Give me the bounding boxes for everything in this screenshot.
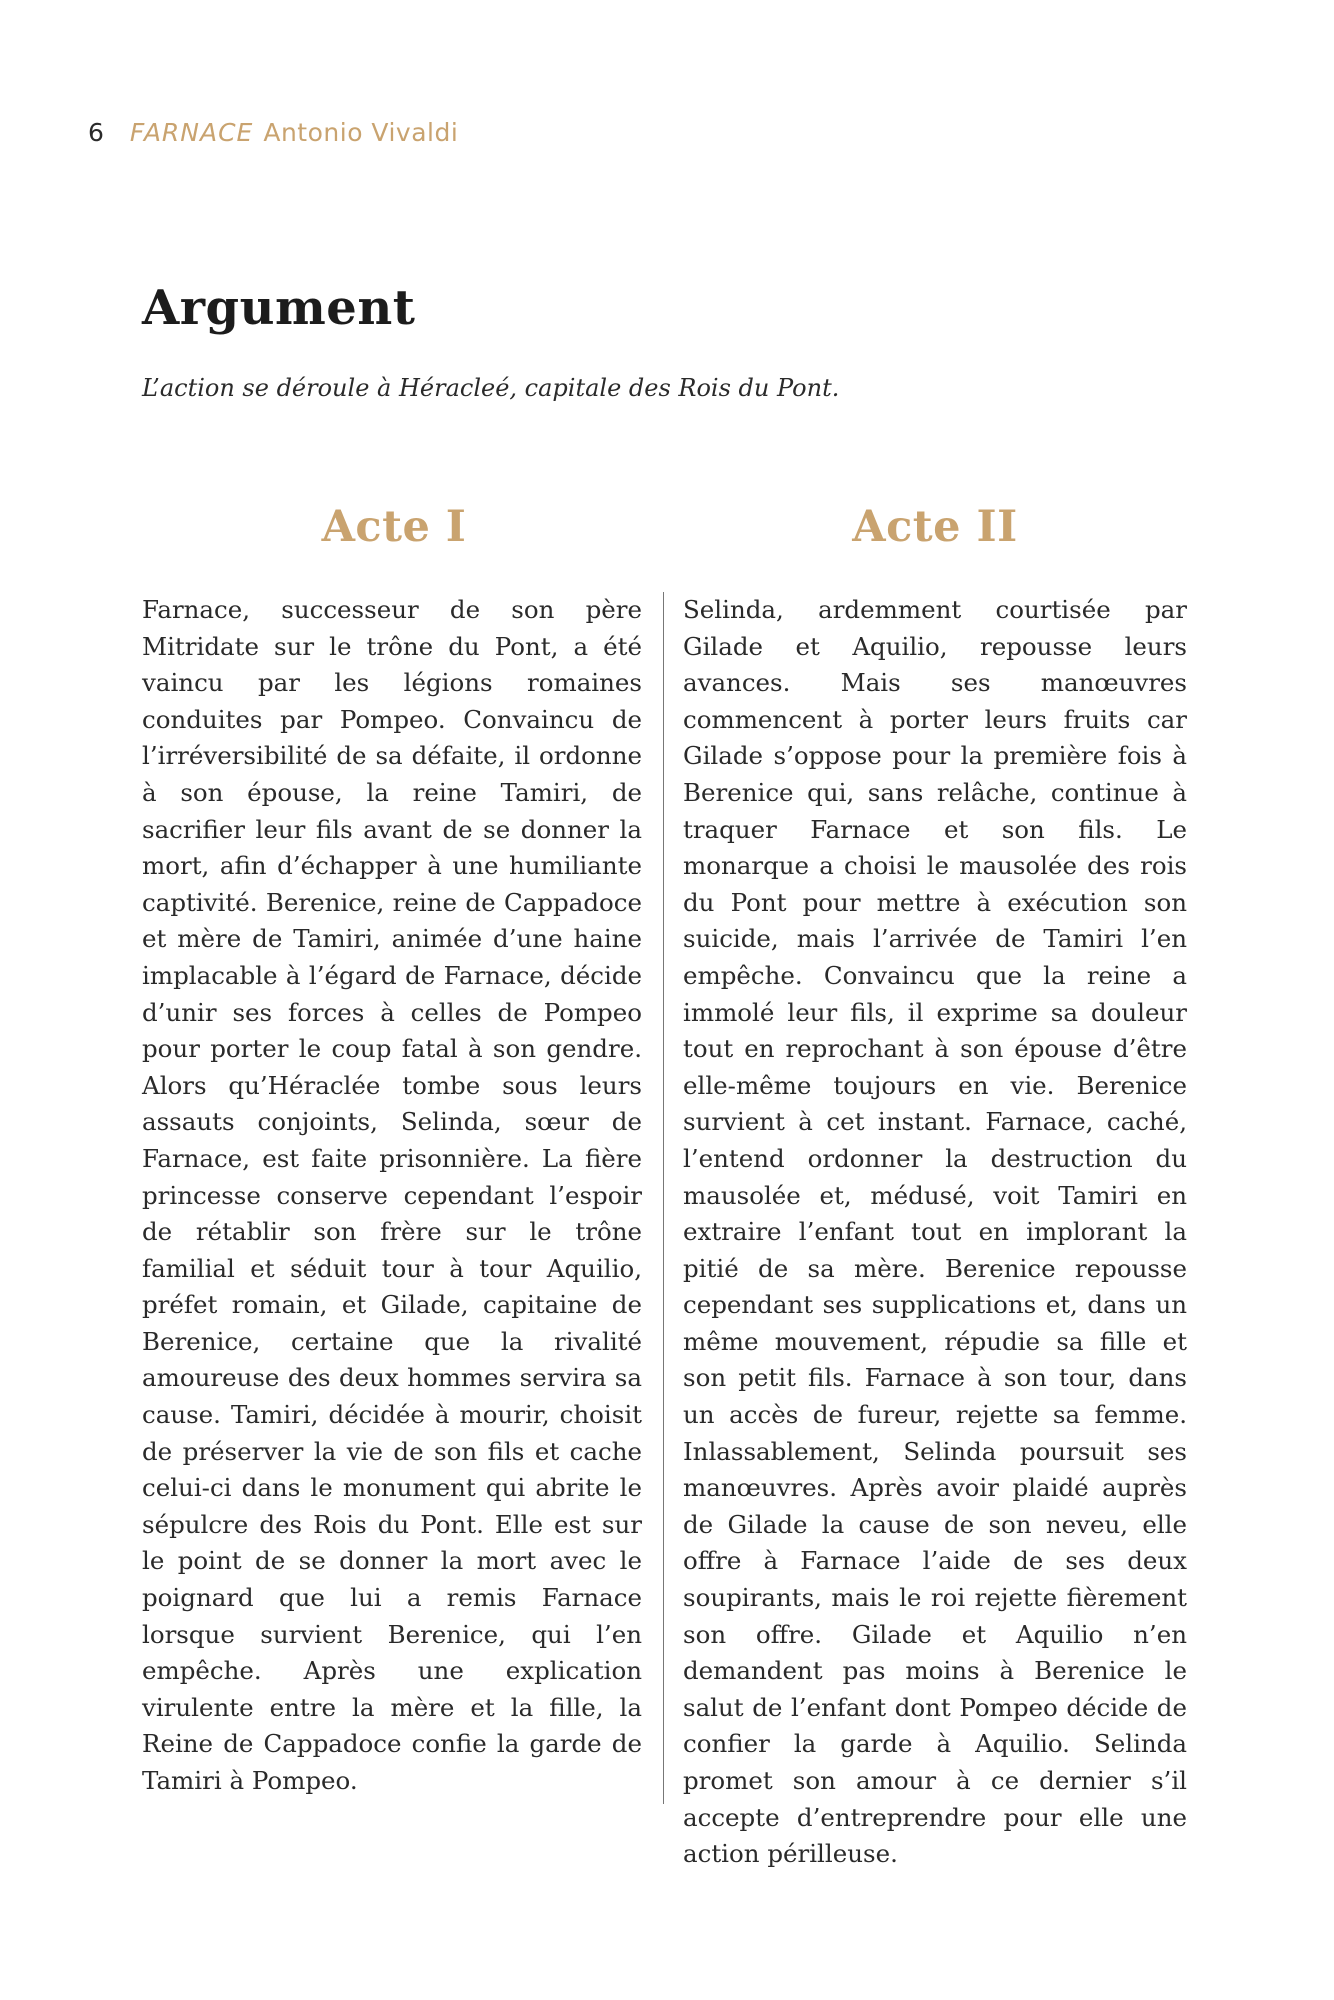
page-title: Argument [142, 280, 416, 336]
acte-1-heading: Acte I [321, 502, 467, 552]
page-number: 6 [88, 118, 104, 147]
acte-1-text: Farnace, successeur de son père Mitridate sur le trône du Pont, a été vaincu par les légions romaines conduites par Pompeo. Convaincu de l’irréversibilité de sa défaite, il ordonne à son épouse, la reine Tamiri, de sacrifier leur fils avant de se donner la mort, afin d’échapper à une humiliante captivité. Berenice, reine de Cappadoce et mère de Tamiri, animée d’une haine implacable à l’égard de Farnace, décide d’unir ses forces à celles de Pompeo pour porter le coup fatal à son gendre. Alors qu’Héraclée tombe sous leurs assauts conjoints, Selinda, sœur de Farnace, est faite prisonnière. La fière princesse conserve cependant l’espoir de rétablir son frère sur le trône familial et séduit tour à tour Aquilio, préfet romain, et Gilade, capitaine de Berenice, certaine que la rivalité amoureuse des deux hommes servira sa cause. Tamiri, décidée à mourir, choisit de préserver la vie de son fils et cache celui-ci dans le monument qui abrite le sépulcre des Rois du Pont. Elle est sur le point de se donner la mort avec le poignard que lui a remis Farnace lorsque survient Berenice, qui l’en empêche. Après une explication virulente entre la mère et la fille, la Reine de Cappadoce confie la garde de Tamiri à Pompeo. [142, 595, 642, 1795]
acte-2-text: Selinda, ardemment courtisée par Gilade et Aquilio, repousse leurs avances. Mais ses manœuvres commencent à porter leurs fruits car Gilade s’oppose pour la première fois à Berenice qui, sans relâche, continue à traquer Farnace et son fils. Le monarque a choisi le mausolée des rois du Pont pour mettre à exécution son suicide, mais l’arrivée de Tamiri l’en empêche. Convaincu que la reine a immolé leur fils, il exprime sa douleur tout en reprochant à son épouse d’être elle-même toujours en vie. Berenice survient à cet instant. Farnace, caché, l’entend ordonner la destruction du mausolée et, médusé, voit Tamiri en extraire l’enfant tout en implorant la pitié de sa mère. Berenice repousse cependant ses supplications et, dans un même mouvement, répudie sa fille et son petit fils. Farnace à son tour, dans un accès de fureur, rejette sa femme. Inlassablement, Selinda poursuit ses manœuvres. Après avoir plaidé auprès de Gilade la cause de son neveu, elle offre à Farnace l’aide de ses deux soupirants, mais le roi rejette fièrement son offre. Gilade et Aquilio n’en demandent pas moins à Berenice le salut de l’enfant dont Pompeo décide de confier la garde à Aquilio. Selinda promet son amour à ce dernier s’il accepte d’entreprendre pour elle une action périlleuse. [683, 595, 1187, 1869]
running-header [88, 118, 458, 148]
column-divider [663, 592, 664, 1804]
work-title: FARNACE [129, 118, 254, 147]
composer-name: Antonio Vivaldi [263, 118, 459, 147]
page-subtitle: L’action se déroule à Héracleé, capitale des Rois du Pont. [142, 374, 840, 402]
acte-2-heading: Acte II [852, 502, 1018, 552]
